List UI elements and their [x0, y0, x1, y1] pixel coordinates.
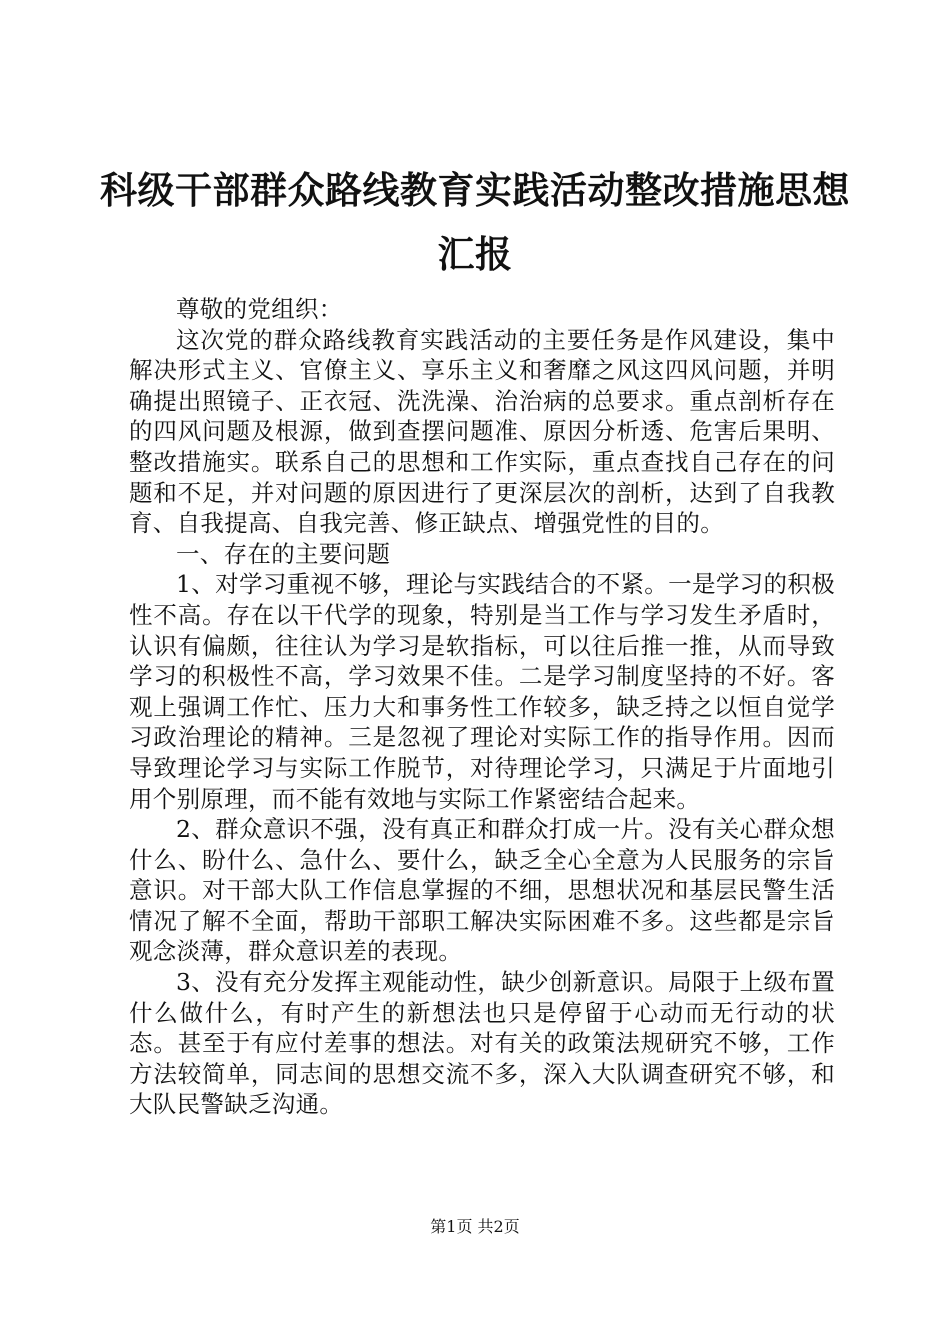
issue-paragraph-1: 1、对学习重视不够，理论与实践结合的不紧。一是学习的积极性不高。存在以干代学的现象，特别是当工作与学习发生矛盾时，认识有偏颇，往往认为学习是软指标，可以往后推一推，从而导致学习的积极性不高，学习效果不佳。二是学习制度坚持的不好。客观上强调工作忙、压力大和事务性工作较多，缺乏持之以恒自觉学习政治理论的精神。三是忽视了理论对实际工作的指导作用。因而导致理论学习与实际工作脱节，对待理论学习，只满足于片面地引用个别原理，而不能有效地与实际工作紧密结合起来。 [129, 570, 835, 813]
document-body [129, 294, 835, 1120]
issue-paragraph-3: 3、没有充分发挥主观能动性，缺少创新意识。局限于上级布置什么做什么，有时产生的新想法也只是停留于心动而无行动的状态。甚至于有应付差事的想法。对有关的政策法规研究不够，工作方法较简单，同志间的思想交流不多，深入大队调查研究不够，和大队民警缺乏沟通。 [129, 968, 835, 1119]
issue-paragraph-2: 2、群众意识不强，没有真正和群众打成一片。没有关心群众想什么、盼什么、急什么、要什么，缺乏全心全意为人民服务的宗旨意识。对干部大队工作信息掌握的不细，思想状况和基层民警生活情况了解不全面，帮助干部职工解决实际困难不多。这些都是宗旨观念淡薄，群众意识差的表现。 [129, 815, 835, 966]
document-title: 科级干部群众路线教育实践活动整改措施思想汇报 [100, 168, 850, 276]
intro-paragraph: 这次党的群众路线教育实践活动的主要任务是作风建设，集中解决形式主义、官僚主义、享乐主义和奢靡之风这四风问题，并明确提出照镜子、正衣冠、洗洗澡、治治病的总要求。重点剖析存在的四风问题及根源，做到查摆问题准、原因分析透、危害后果明、整改措施实。联系自己的思想和工作实际，重点查找自己存在的问题和不足，并对问题的原因进行了更深层次的剖析，达到了自我教育、自我提高、自我完善、修正缺点、增强党性的目的。 [129, 325, 835, 538]
salutation: 尊敬的党组织： [176, 295, 343, 323]
section-heading: 一、存在的主要问题 [176, 539, 391, 568]
page-footer: 第1页 共2页 [430, 1217, 520, 1236]
